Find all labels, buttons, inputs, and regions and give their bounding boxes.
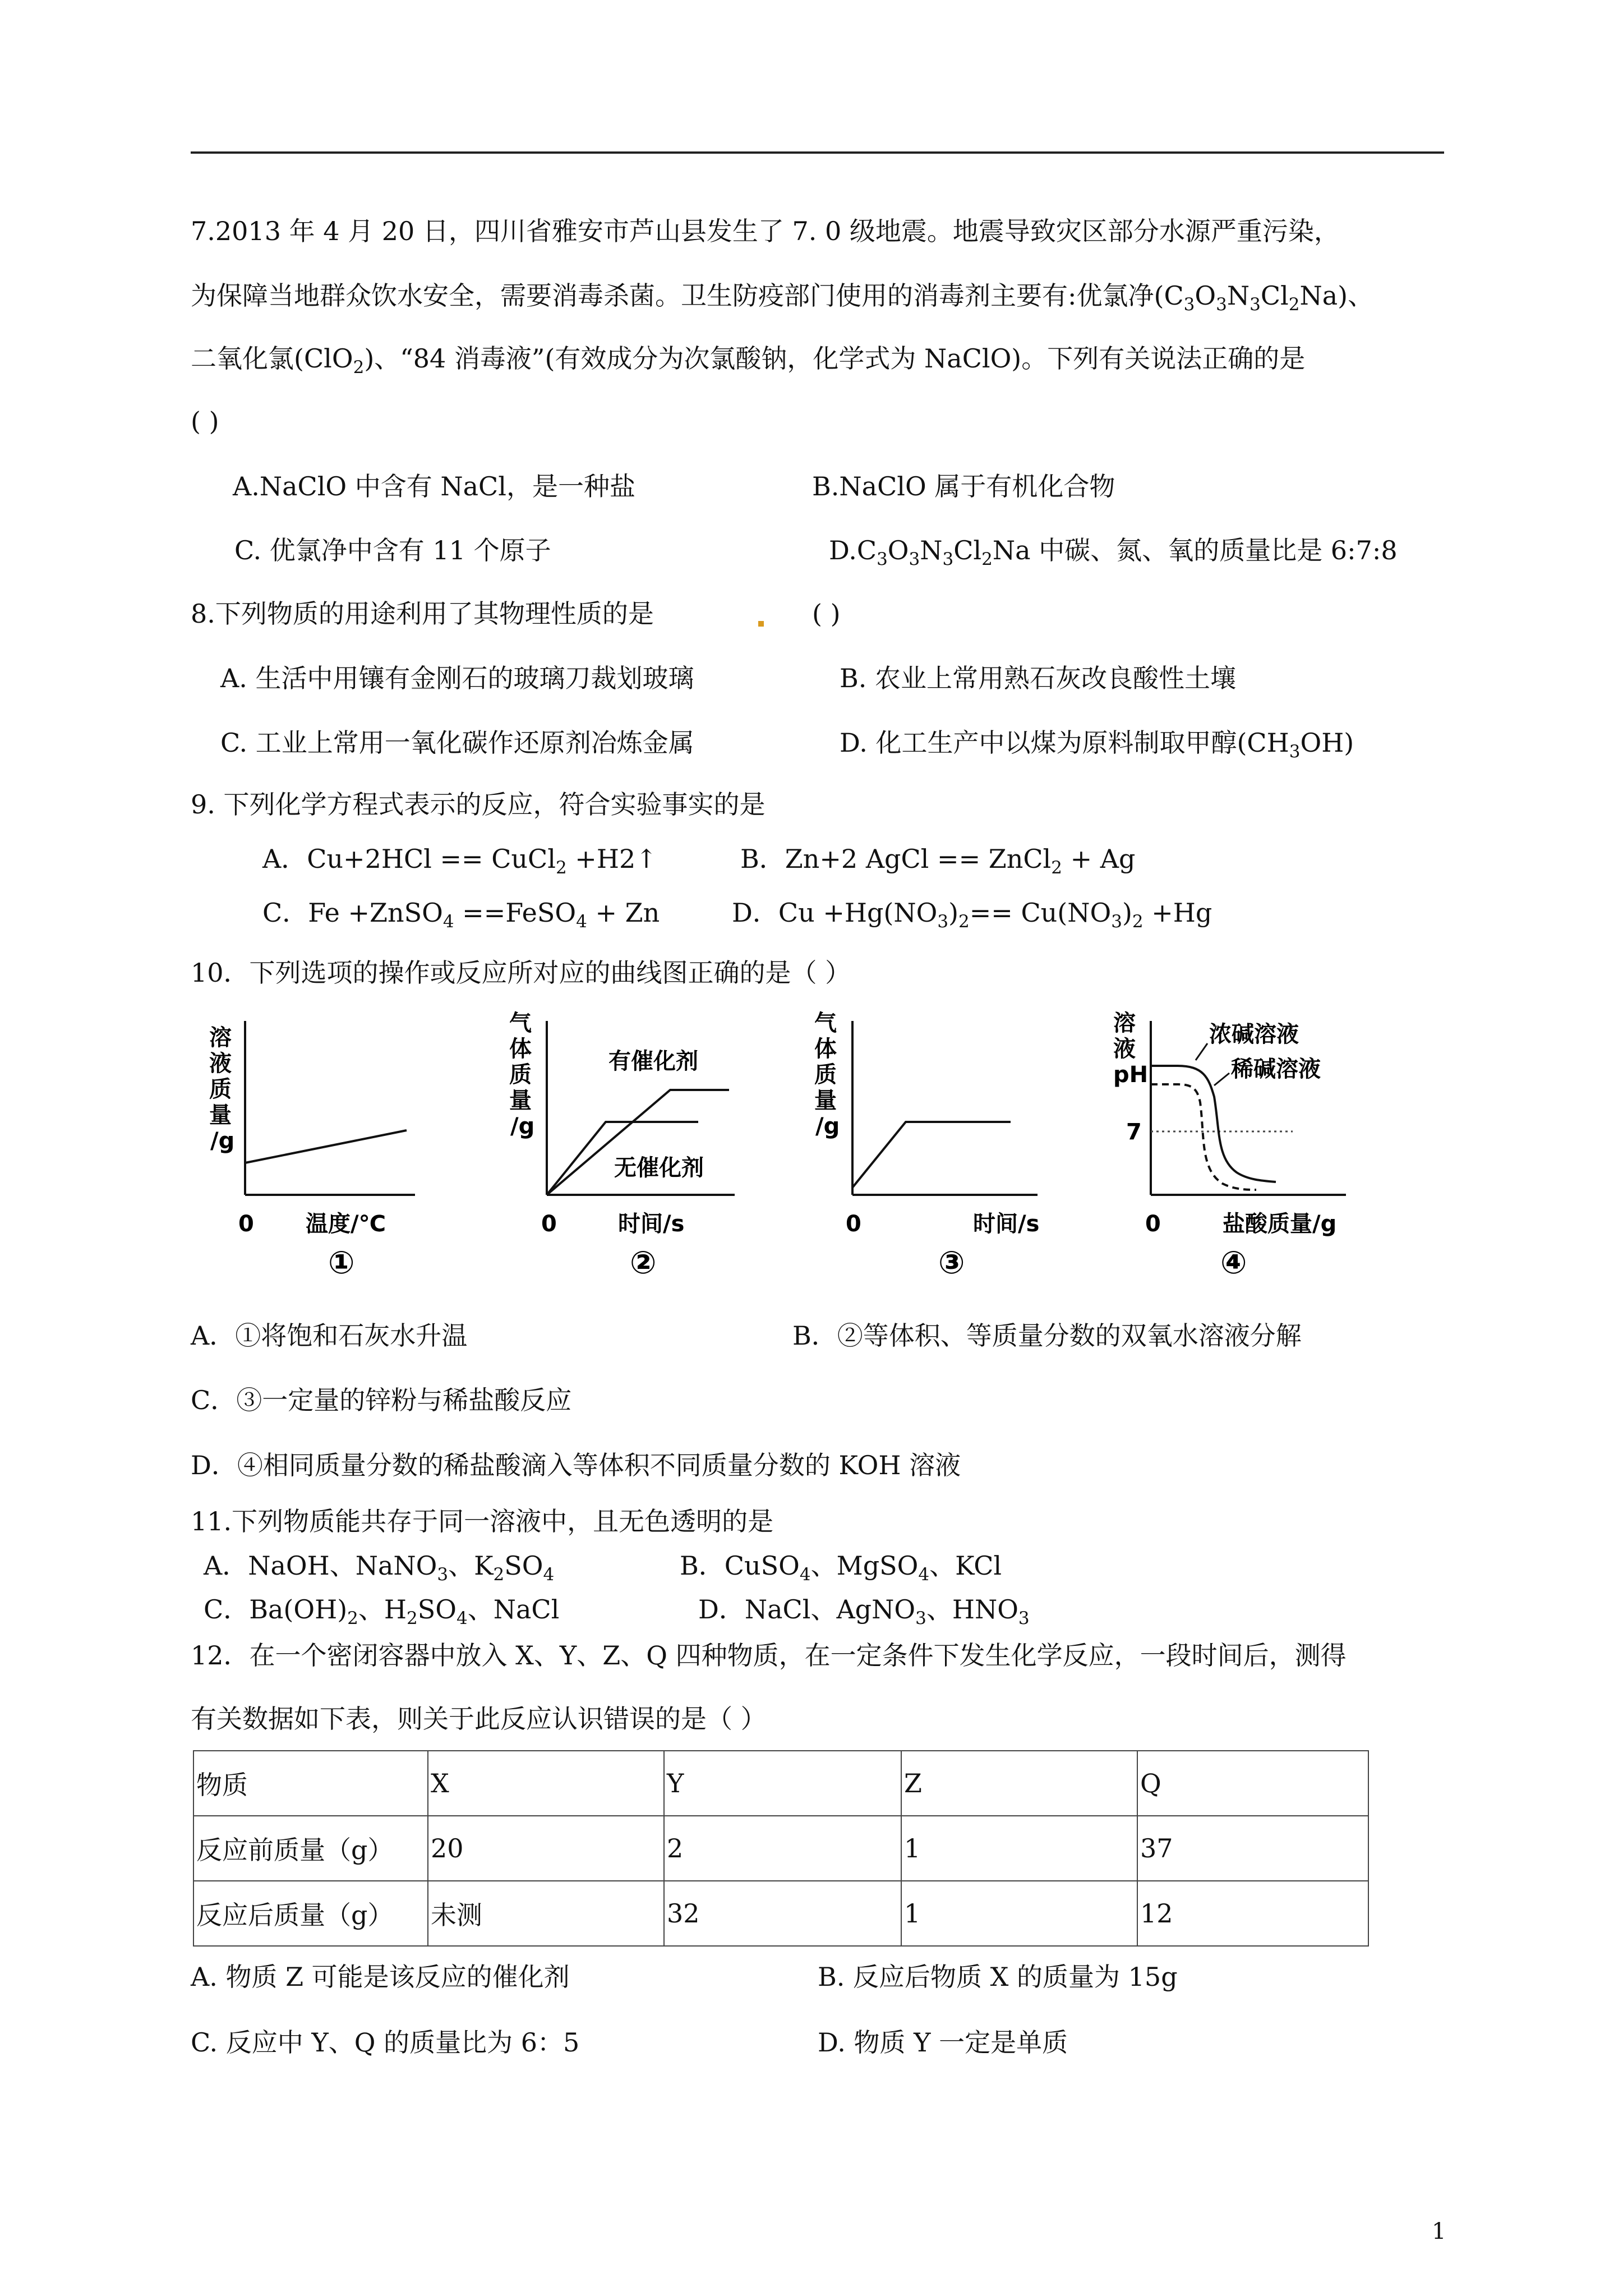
q10-option-d: D．④相同质量分数的稀盐酸滴入等体积不同质量分数的 KOH 溶液 (191, 1450, 961, 1480)
svg-text:质: 质 (509, 1062, 532, 1088)
table-cell: 37 (1137, 1816, 1368, 1881)
q9-option-c: C．Fe +ZnSO$_4$ ==FeSO$_4$ + Zn (262, 898, 660, 932)
q7-option-a: A.NaClO 中含有 NaCl，是一种盐 (233, 471, 635, 501)
graph-3-number: ③ (938, 1245, 965, 1281)
q7-option-b: B.NaClO 属于有机化合物 (812, 471, 1115, 501)
q12-stem-line1: 12．在一个密闭容器中放入 X、Y、Z、Q 四种物质，在一定条件下发生化学反应，一段时间后，测得 (191, 1640, 1347, 1671)
q9-stem: 9. 下列化学方程式表示的反应，符合实验事实的是 (191, 789, 766, 820)
svg-text:/g: /g (510, 1114, 535, 1139)
table-cell: Z (901, 1751, 1137, 1816)
svg-text:pH: pH (1113, 1062, 1149, 1088)
q12-option-d: D. 物质 Y 一定是单质 (818, 2027, 1068, 2058)
table-cell: 32 (664, 1881, 901, 1946)
q10-option-b: B．②等体积、等质量分数的双氧水溶液分解 (792, 1320, 1302, 1351)
q12-stem-line2: 有关数据如下表，则关于此反应认识错误的是（ ） (191, 1704, 767, 1734)
svg-text:液: 液 (209, 1051, 232, 1076)
q11-option-d: D．NaCl、AgNO$_3$、$HNO_3$ (698, 1594, 1030, 1629)
graph-3-curve (852, 1122, 1011, 1188)
graph-3-origin: 0 (846, 1211, 861, 1237)
table-row (193, 1816, 1368, 1881)
graph-1 (193, 1007, 418, 1282)
q8-paren: ( ) (812, 599, 841, 629)
graph-2-label-no-catalyst: 无催化剂 (614, 1155, 704, 1181)
q8-option-d: D. 化工生产中以煤为原料制取甲醇$(CH_3OH)$ (840, 728, 1354, 762)
table-cell: 1 (901, 1881, 1137, 1946)
graph-1-number: ① (328, 1245, 355, 1281)
graph-4-number: ④ (1220, 1245, 1247, 1281)
q7-option-c: C. 优氯净中含有 11 个原子 (234, 535, 551, 565)
table-cell: Q (1137, 1751, 1368, 1816)
q7-paren: ( ) (191, 406, 219, 436)
stray-mark (758, 621, 764, 627)
table-cell: 1 (901, 1816, 1137, 1881)
table-cell: X (428, 1751, 664, 1816)
svg-text:体: 体 (509, 1036, 532, 1062)
q8-stem: 8.下列物质的用途利用了其物理性质的是 (191, 599, 654, 629)
graph-3-xlabel: 时间/s (973, 1211, 1040, 1237)
q11-option-a: A．NaOH、NaNO$_3$、$K_2SO_4$ (204, 1550, 555, 1585)
graph-2 (494, 1007, 740, 1282)
svg-text:量: 量 (509, 1088, 532, 1114)
header-rule (191, 151, 1444, 154)
graph-2-number: ② (630, 1245, 657, 1281)
q7-line3: 二氧化氯(ClO$_2$)、“84 消毒液”(有效成分为次氯酸钠，化学式为 NaClO)。下列有关说法正确的是 (191, 343, 1306, 378)
table-cell: 未测 (428, 1881, 664, 1946)
graph-4-curve-concentrated (1151, 1066, 1276, 1182)
q7-line1: 7.2013 年 4 月 20 日，四川省雅安市芦山县发生了 7. 0 级地震。地震导致灾区部分水源严重污染， (191, 216, 1340, 246)
q12-option-c: C. 反应中 Y、Q 的质量比为 6：5 (191, 2027, 580, 2058)
q10-stem: 10．下列选项的操作或反应所对应的曲线图正确的是（ ） (191, 958, 851, 988)
graph-4-label-concentrated: 浓碱溶液 (1209, 1022, 1299, 1047)
graph-1-curve (245, 1130, 407, 1163)
q12-option-b: B. 反应后物质 X 的质量为 15g (818, 1962, 1178, 1992)
q8-option-b: B. 农业上常用熟石灰改良酸性土壤 (840, 663, 1237, 693)
graph-4-ylabel (1113, 1010, 1148, 1088)
q10-option-a: A．①将饱和石灰水升温 (191, 1320, 468, 1351)
graph-4 (1099, 1007, 1391, 1282)
svg-text:/g: /g (815, 1114, 840, 1139)
page-number: 1 (1432, 2219, 1446, 2244)
svg-text:气: 气 (814, 1010, 837, 1036)
graph-2-xlabel: 时间/s (618, 1211, 685, 1237)
q9-option-a: A．Cu+2HCl == CuCl$_2$ +H2↑ (262, 844, 657, 878)
svg-text:/g: /g (210, 1128, 235, 1154)
table-cell: 反应前质量（g） (193, 1816, 428, 1881)
q10-option-c: C．③一定量的锌粉与稀盐酸反应 (191, 1385, 572, 1415)
graph-1-xlabel: 温度/℃ (306, 1211, 386, 1237)
graph-4-label-dilute: 稀碱溶液 (1231, 1056, 1321, 1082)
table-row (193, 1881, 1368, 1946)
graph-4-xlabel: 盐酸质量/g (1223, 1211, 1337, 1237)
graph-4-pointer-concentrated (1196, 1043, 1207, 1060)
svg-text:气: 气 (509, 1010, 532, 1036)
svg-text:液: 液 (1113, 1036, 1136, 1062)
table-cell: 2 (664, 1816, 901, 1881)
graph-2-label-catalyst: 有催化剂 (608, 1048, 698, 1074)
graph-2-origin: 0 (541, 1211, 557, 1237)
q12-data-table (193, 1750, 1369, 1947)
svg-text:量: 量 (814, 1088, 837, 1114)
q9-option-d: D．$Cu +Hg(NO_3)_2== Cu(NO_3)_2 +Hg$ (732, 898, 1212, 932)
svg-text:质: 质 (814, 1062, 837, 1088)
table-cell: Y (664, 1751, 901, 1816)
table-header-row (193, 1751, 1368, 1816)
table-cell: 反应后质量（g） (193, 1881, 428, 1946)
svg-text:质: 质 (209, 1076, 232, 1102)
svg-text:溶: 溶 (209, 1025, 232, 1051)
graph-1-origin: 0 (238, 1211, 254, 1237)
graph-3 (808, 1007, 1054, 1282)
q12-option-a: A. 物质 Z 可能是该反应的催化剂 (191, 1962, 570, 1992)
q7-option-d: $D.C_3O_3N_3Cl_2Na$ 中碳、氮、氧的质量比是 6:7:8 (829, 535, 1398, 570)
q11-option-b: B．CuSO$_4$、MgSO$_4$、KCl (680, 1550, 1002, 1585)
q8-option-a: A. 生活中用镶有金刚石的玻璃刀裁划玻璃 (220, 663, 694, 693)
graph-1-ylabel (209, 1025, 234, 1154)
graph-4-origin: 0 (1145, 1211, 1161, 1237)
table-cell: 20 (428, 1816, 664, 1881)
q8-option-c: C. 工业上常用一氧化碳作还原剂冶炼金属 (220, 728, 694, 758)
graph-2-ylabel (509, 1010, 534, 1139)
graph-4-pointer-dilute (1214, 1073, 1229, 1085)
graph-4-tick-7: 7 (1126, 1119, 1142, 1145)
q11-stem: 11.下列物质能共存于同一溶液中，且无色透明的是 (191, 1506, 774, 1536)
table-cell: 物质 (193, 1751, 428, 1816)
svg-text:体: 体 (814, 1036, 837, 1062)
table-cell: 12 (1137, 1881, 1368, 1946)
q9-option-b: B．Zn+2 AgCl == ZnCl$_2$ + Ag (740, 844, 1136, 878)
svg-text:溶: 溶 (1113, 1010, 1136, 1036)
q7-line2: 为保障当地群众饮水安全，需要消毒杀菌。卫生防疫部门使用的消毒剂主要有:优氯净$(C_3O_3N_3Cl_2Na)$、 (191, 280, 1374, 315)
graph-3-ylabel (814, 1010, 840, 1139)
q11-option-c: C．$Ba(OH)_2$、$H_2SO_4$、NaCl (204, 1594, 560, 1629)
svg-text:量: 量 (209, 1102, 232, 1128)
